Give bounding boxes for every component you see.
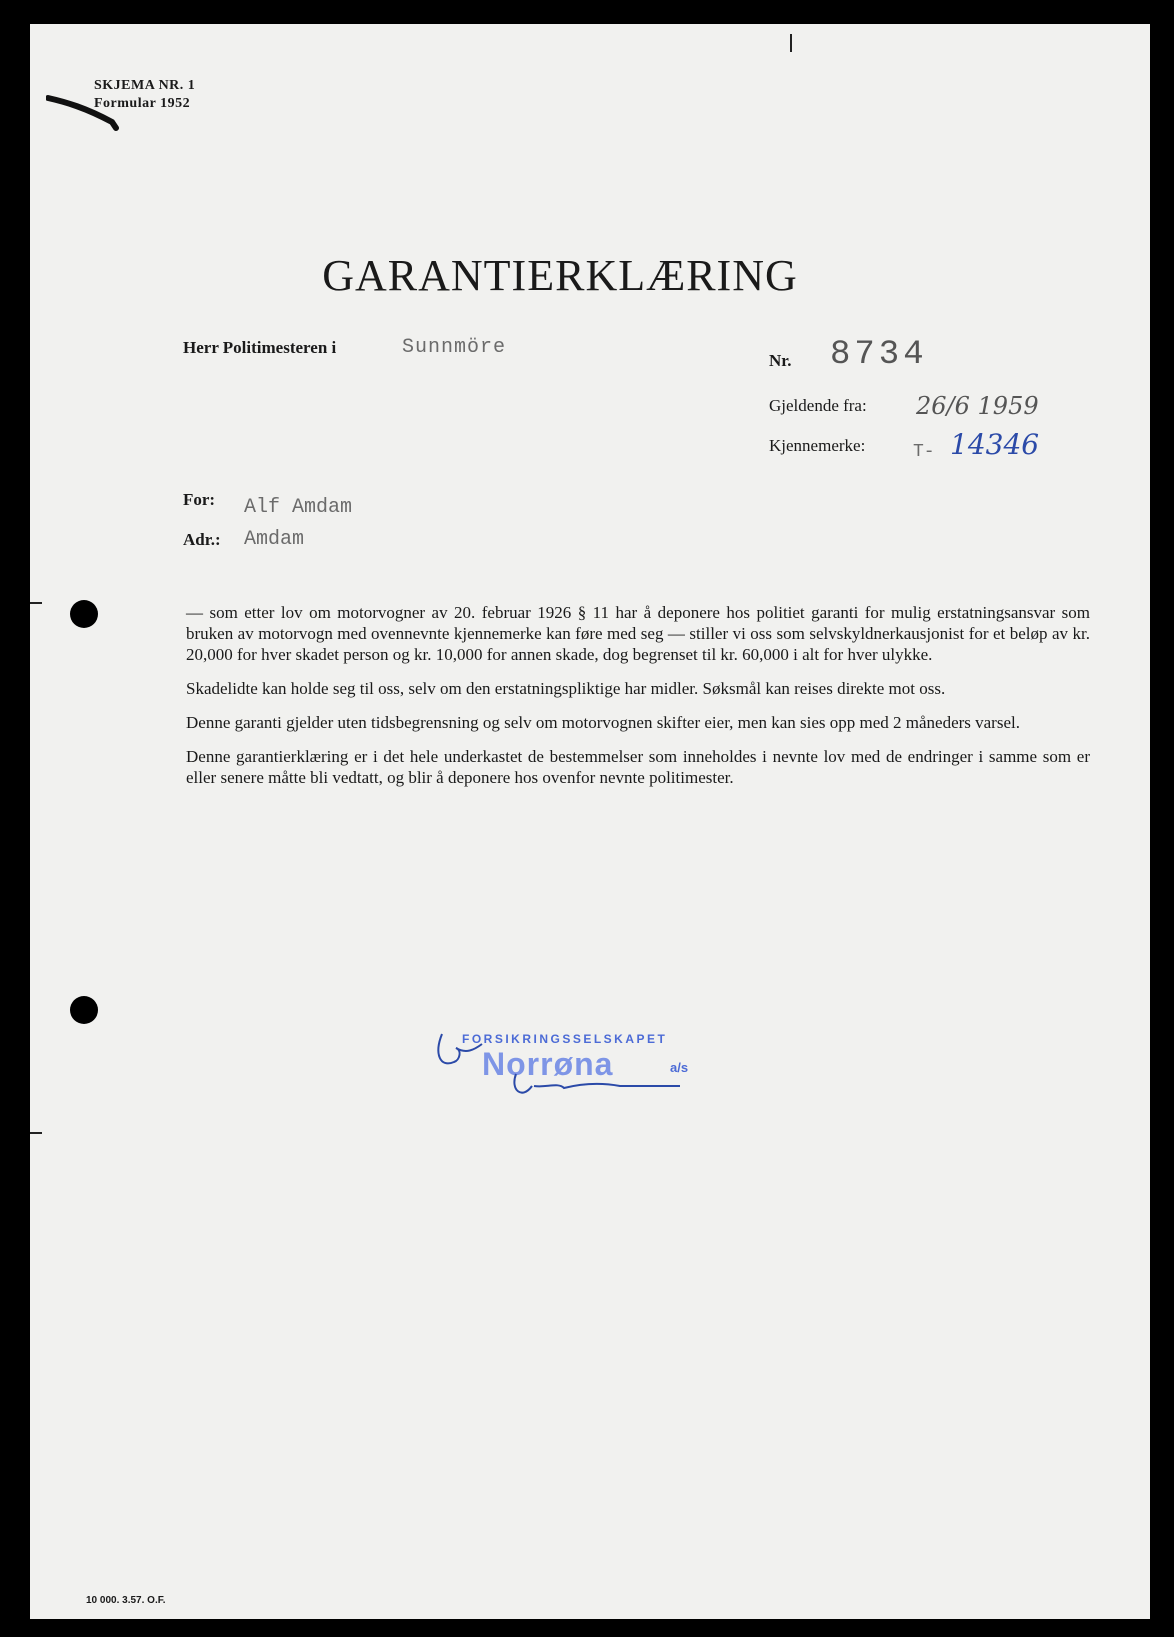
terms-paragraph: — som etter lov om motorvogner av 20. februar 1926 § 11 har å deponere hos politiet garanti for mulig erstatningsansvar som bruken av motorvogn med ovennevnte kjennemerke kan føre med seg — stiller vi oss som selvskyldnerkausjonist for et beløp av kr. 20,000 for hver skadet person og kr. 10,000 for annen skade, dog begrenset til kr. 60,000 i alt for hver ulykke. [186,603,1090,664]
insured-address: Amdam [244,528,305,551]
margin-tick [30,1132,42,1134]
registration-prefix: T- [913,442,935,462]
margin-tick [30,602,42,604]
document-page [30,24,1150,1619]
stamp-suffix: a/s [670,1060,689,1075]
guarantee-number: 8734 [830,336,928,374]
recipient-label: Herr Politimesteren i [183,338,337,357]
guarantee-terms [186,602,1090,801]
print-code: 10 000. 3.57. O.F. [86,1595,166,1606]
address-label: Adr.: [183,530,221,549]
number-label: Nr. [769,351,792,370]
terms-paragraph: Denne garanti gjelder uten tidsbegrensning og selv om motorvognen skifter eier, men kan sies opp med 2 måneders varsel. [186,713,1020,732]
insured-name: Alf Amdam [244,496,353,519]
document-title: GARANTIERKLÆRING [322,251,798,300]
punch-hole [70,996,98,1024]
registration-number: 14346 [950,428,1040,461]
insured-label: For: [183,490,216,509]
form-schema-number: SKJEMA NR. 1 [94,78,196,93]
signature [430,1024,690,1104]
punch-hole [70,600,98,628]
terms-paragraph: Denne garantierklæring er i det hele underkastet de bestemmelser som inneholdes i nevnte lov med de endringer i samme som er eller senere måtte bli vedtatt, og blir å deponere hos ovenfor nevnte politimester. [186,747,1090,787]
recipient-district: Sunnmöre [402,336,507,359]
stamp-company-name: Norrøna [482,1046,614,1082]
terms-paragraph: Skadelidte kan holde seg til oss, selv om den erstatningspliktige har midler. Søksmål kan reises direkte mot oss. [186,679,946,698]
valid-from-date: 26/6 1959 [916,392,1039,420]
valid-from-label: Gjeldende fra: [769,396,867,415]
form-version: Formular 1952 [94,96,191,111]
registration-label: Kjennemerke: [769,436,866,455]
top-edge-mark [790,34,792,52]
stamp-company-line: FORSIKRINGSSELSKAPET [462,1032,668,1046]
